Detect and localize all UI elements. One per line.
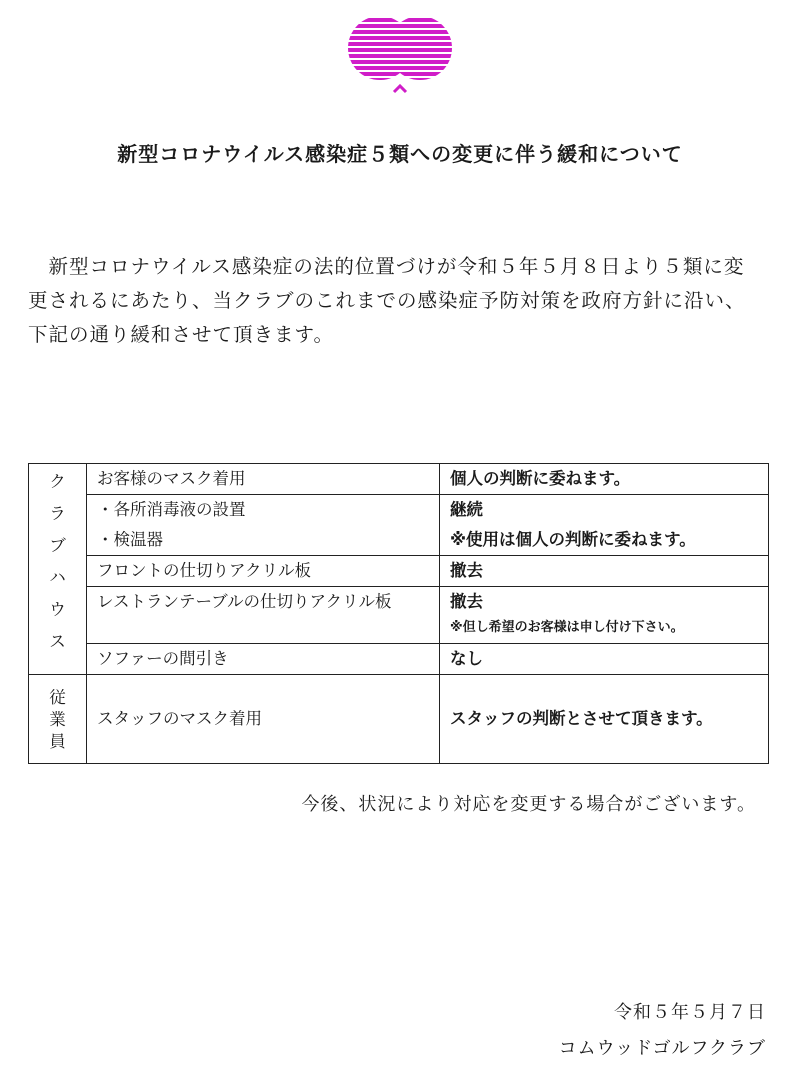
table-row bbox=[29, 556, 769, 587]
status-note: ※但し希望のお客様は申し付け下さい。 bbox=[450, 620, 684, 635]
item-cell: スタッフのマスク着用 bbox=[87, 675, 440, 764]
status-cell: 撤去 ※但し希望のお客様は申し付け下さい。 bbox=[440, 587, 769, 644]
status-cell: なし bbox=[440, 644, 769, 675]
table-row bbox=[29, 675, 769, 764]
footer-note: 今後、状況により対応を変更する場合がございます。 bbox=[301, 794, 756, 815]
page-title: 新型コロナウイルス感染症５類への変更に伴う緩和について bbox=[117, 142, 683, 166]
status-cell: スタッフの判断とさせて頂きます。 bbox=[440, 675, 769, 764]
table-row bbox=[29, 644, 769, 675]
intro-paragraph bbox=[28, 250, 774, 352]
organization-name: コムウッドゴルフクラブ bbox=[558, 1038, 766, 1059]
document-date: 令和５年５月７日 bbox=[614, 1002, 766, 1023]
status-cell: 撤去 bbox=[440, 556, 769, 587]
item-cell: ・各所消毒液の設置 ・検温器 bbox=[87, 495, 440, 556]
status-cell: 継続 ※使用は個人の判断に委ねます。 bbox=[440, 495, 769, 556]
club-logo-icon bbox=[346, 6, 454, 96]
category-clubhouse: クラブハウス bbox=[29, 464, 87, 675]
item-cell: お客様のマスク着用 bbox=[87, 464, 440, 495]
item-cell: レストランテーブルの仕切りアクリル板 bbox=[87, 587, 440, 644]
table-row bbox=[29, 464, 769, 495]
intro-line: 更されるにあたり、当クラブのこれまでの感染症予防対策を政府方針に沿い、 bbox=[28, 289, 746, 312]
item-cell: ソファーの間引き bbox=[87, 644, 440, 675]
table-row bbox=[29, 495, 769, 556]
measures-table bbox=[28, 463, 769, 764]
table-row bbox=[29, 587, 769, 644]
intro-line: 下記の通り緩和させて頂きます。 bbox=[28, 323, 334, 346]
status-cell: 個人の判断に委ねます。 bbox=[440, 464, 769, 495]
intro-line: 新型コロナウイルス感染症の法的位置づけが令和５年５月８日より５類に変 bbox=[28, 255, 745, 278]
category-staff: 従業員 bbox=[29, 675, 87, 764]
item-cell: フロントの仕切りアクリル板 bbox=[87, 556, 440, 587]
